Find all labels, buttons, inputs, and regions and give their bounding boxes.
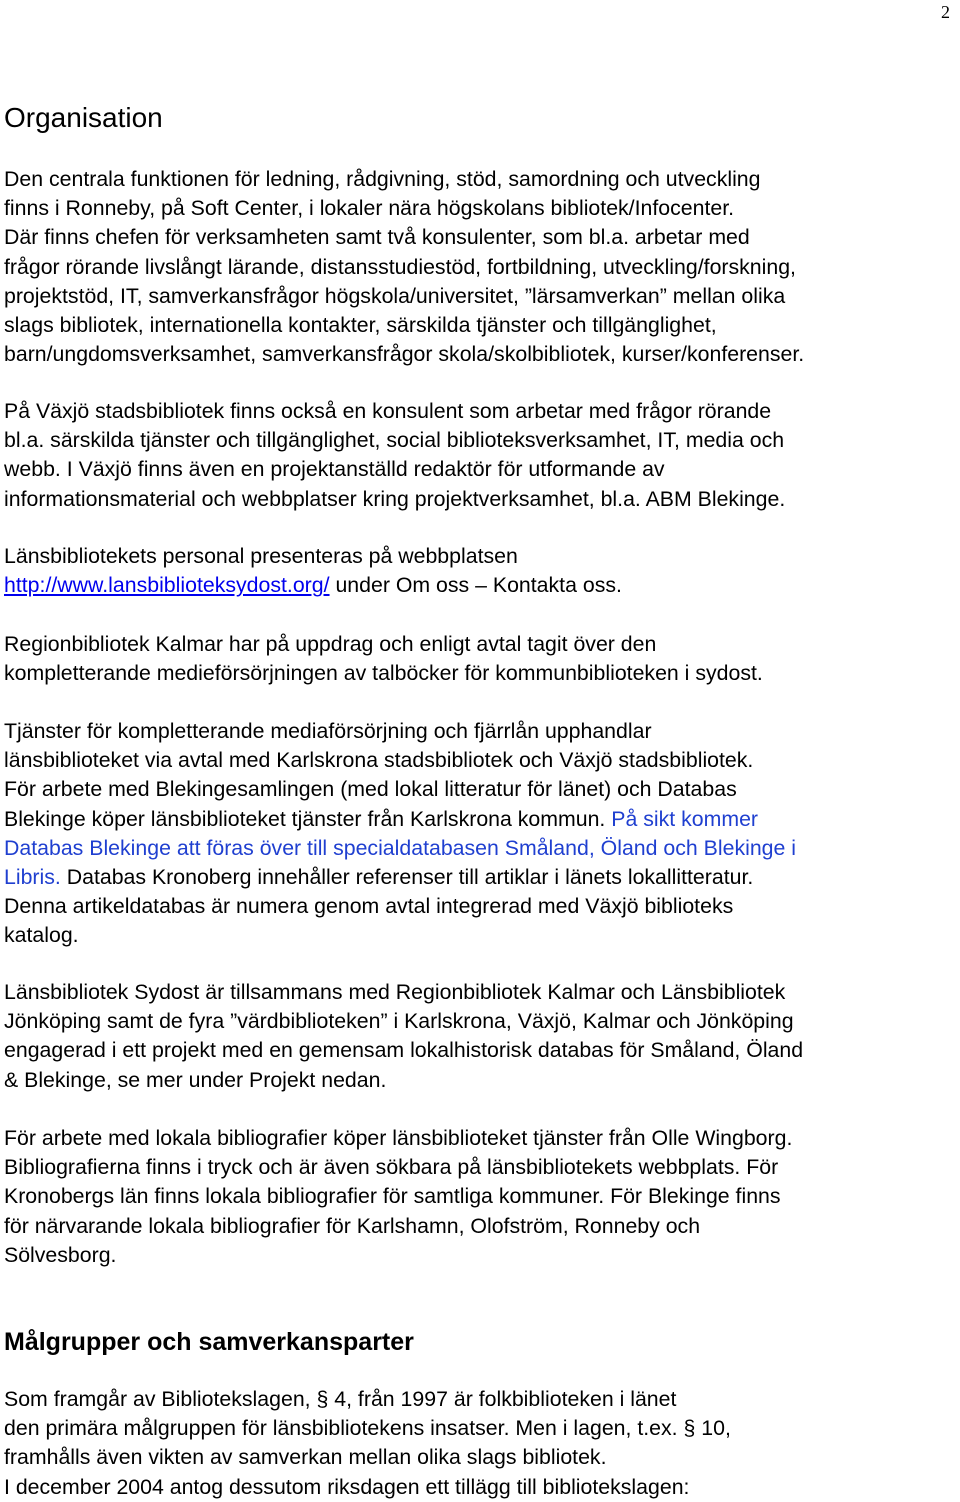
text-line: barn/ungdomsverksamhet, samverkansfrågor skola/skolbibliotek, kurser/konferenser. bbox=[4, 342, 805, 367]
text-segment: Databas Kronoberg innehåller referenser till artiklar i länets lokallitteratur. bbox=[60, 865, 754, 890]
text-line: Som framgår av Bibliotekslagen, § 4, från 1997 är folkbiblioteken i länet bbox=[4, 1387, 677, 1411]
text-line: den primära målgruppen för länsbibliotekens insatser. Men i lagen, t.ex. § 10, bbox=[4, 1416, 731, 1441]
text-line bbox=[4, 571, 956, 600]
text-line: Där finns chefen för verksamheten samt två konsulenter, som bl.a. arbetar med bbox=[4, 225, 750, 250]
text-line: Den centrala funktionen för ledning, rådgivning, stöd, samordning och utveckling bbox=[4, 167, 761, 191]
text-line: länsbiblioteket via avtal med Karlskrona stadsbibliotek och Växjö stadsbibliotek. bbox=[4, 748, 754, 773]
text-line: Länsbibliotekets personal presenteras på webbplatsen bbox=[4, 544, 518, 568]
text-line: webb. I Växjö finns även en projektanställd redaktör för utformande av bbox=[4, 457, 665, 482]
text-line: framhålls även vikten av samverkan mellan olika slags bibliotek. bbox=[4, 1445, 607, 1470]
text-line: frågor rörande livslångt lärande, distansstudiestöd, fortbildning, utveckling/forskning, bbox=[4, 254, 796, 279]
highlighted-text: På sikt kommer bbox=[611, 806, 759, 831]
paragraph-vaxjo-consultant bbox=[4, 397, 956, 514]
text-line: slags bibliotek, internationella kontakter, särskilda tjänster och tillgänglighet, bbox=[4, 313, 717, 338]
text-line bbox=[4, 805, 956, 834]
text-line: Kronobergs län finns lokala bibliografier för samtliga kommuner. För Blekinge finns bbox=[4, 1184, 781, 1209]
paragraph-target-groups bbox=[4, 1385, 956, 1502]
link-suffix-text: under Om oss – Kontakta oss. bbox=[329, 573, 622, 598]
text-line: engagerad i ett projekt med en gemensam lokalhistorisk databas för Småland, Öland bbox=[4, 1038, 804, 1063]
heading-malgrupper: Målgrupper och samverkansparter bbox=[4, 1328, 414, 1356]
text-line: för närvarande lokala bibliografier för Karlshamn, Olofström, Ronneby och bbox=[4, 1213, 701, 1238]
text-line: Länsbibliotek Sydost är tillsammans med Regionbibliotek Kalmar och Länsbibliotek bbox=[4, 980, 786, 1004]
text-line bbox=[4, 863, 956, 892]
text-line: projektstöd, IT, samverkansfrågor högskola/universitet, ”lärsamverkan” mellan olika bbox=[4, 283, 786, 308]
text-line: informationsmaterial och webbplatser kring projektverksamhet, bl.a. ABM Blekinge. bbox=[4, 486, 786, 511]
text-line: finns i Ronneby, på Soft Center, i lokaler nära högskolans bibliotek/Infocenter. bbox=[4, 196, 735, 221]
page-number: 2 bbox=[941, 2, 950, 22]
text-segment: Blekinge köper länsbiblioteket tjänster från Karlskrona kommun. bbox=[4, 806, 612, 831]
text-line: Bibliografierna finns i tryck och är även sökbara på länsbibliotekets webbplats. För bbox=[4, 1155, 779, 1180]
text-line: Tjänster för kompletterande mediaförsörjning och fjärrlån upphandlar bbox=[4, 719, 652, 743]
text-line: katalog. bbox=[4, 923, 79, 948]
paragraph-lansbibliotek-sydost bbox=[4, 978, 956, 1095]
text-line: I december 2004 antog dessutom riksdagen ett tillägg till bibliotekslagen: bbox=[4, 1474, 690, 1499]
highlighted-text-line: Databas Blekinge att föras över till specialdatabasen Småland, Öland och Blekinge i bbox=[4, 835, 796, 860]
text-line: På Växjö stadsbibliotek finns också en konsulent som arbetar med frågor rörande bbox=[4, 399, 772, 423]
text-line: bl.a. särskilda tjänster och tillgänglighet, social biblioteksverksamhet, IT, media och bbox=[4, 428, 785, 453]
text-line: kompletterande medieförsörjningen av talböcker för kommunbiblioteken i sydost. bbox=[4, 661, 763, 686]
paragraph-regionbibliotek-kalmar bbox=[4, 630, 956, 688]
text-line: Denna artikeldatabas är numera genom avtal integrerad med Växjö biblioteks bbox=[4, 894, 734, 919]
highlighted-text: Libris. bbox=[4, 865, 61, 890]
website-link[interactable]: http://www.lansbiblioteksydost.org/ bbox=[4, 573, 330, 598]
heading-organisation: Organisation bbox=[4, 102, 163, 133]
text-line: Sölvesborg. bbox=[4, 1242, 117, 1267]
text-line: Jönköping samt de fyra ”värdbiblioteken” i Karlskrona, Växjö, Kalmar och Jönköping bbox=[4, 1009, 794, 1034]
paragraph-media-services bbox=[4, 717, 956, 951]
paragraph-organisation-intro bbox=[4, 165, 956, 369]
text-line: Regionbibliotek Kalmar har på uppdrag och enligt avtal tagit över den bbox=[4, 632, 657, 656]
text-line: & Blekinge, se mer under Projekt nedan. bbox=[4, 1067, 387, 1092]
paragraph-staff-website bbox=[4, 542, 956, 600]
text-line: För arbete med Blekingesamlingen (med lokal litteratur för länet) och Databas bbox=[4, 777, 737, 802]
text-line: För arbete med lokala bibliografier köper länsbiblioteket tjänster från Olle Wingborg. bbox=[4, 1126, 793, 1150]
paragraph-bibliographies bbox=[4, 1124, 956, 1270]
